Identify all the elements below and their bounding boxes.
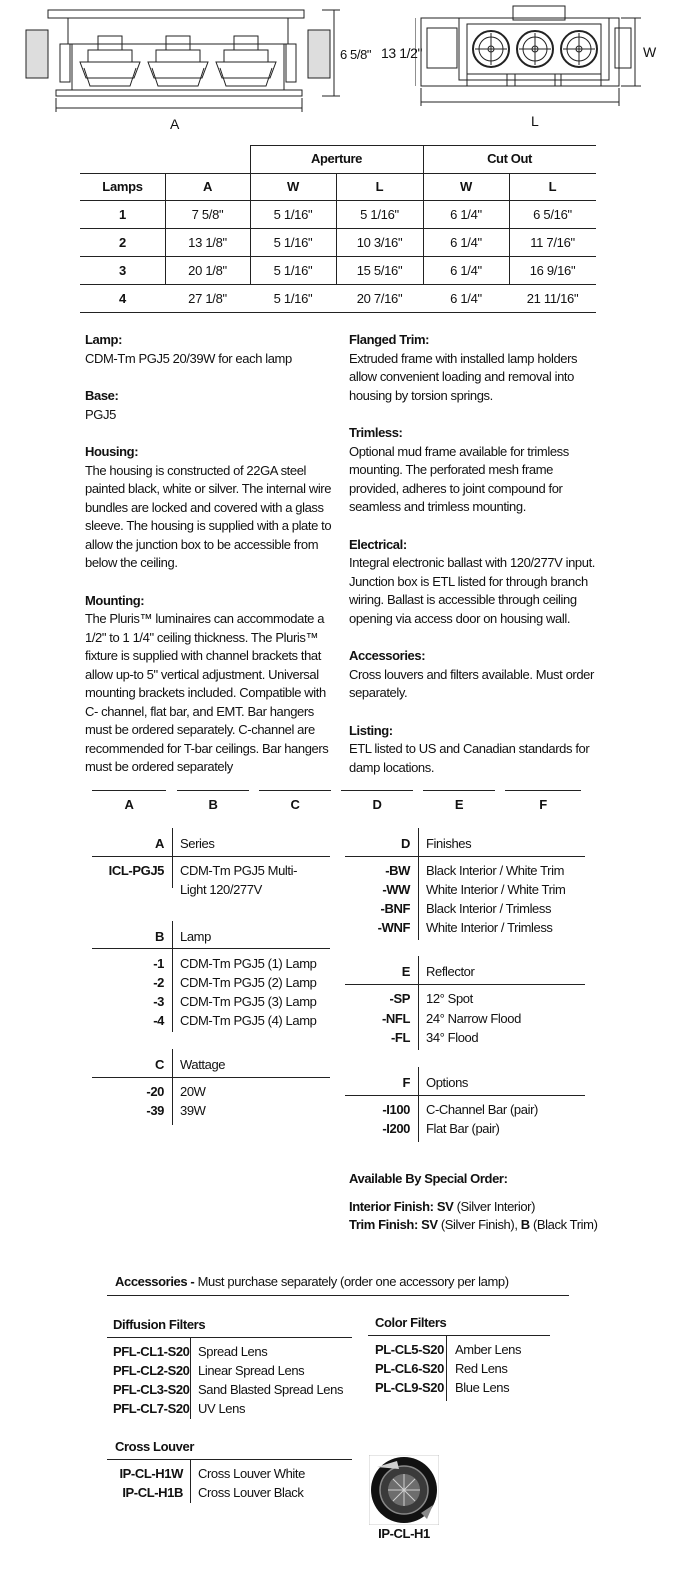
base-text: PGJ5 xyxy=(85,406,116,422)
flanged-trim-text: Extruded frame with installed lamp holders allow convenient loading and removal into housing by torsion springs. xyxy=(349,350,578,403)
dim-width-top-label: 13 1/2" xyxy=(381,45,423,61)
cell: 20 1/8" xyxy=(188,263,227,278)
order-col-d: D xyxy=(372,797,382,812)
housing-heading: Housing: xyxy=(85,444,139,459)
table-row xyxy=(80,201,596,229)
cell: 4 xyxy=(119,291,126,306)
lamp-title: Lamp xyxy=(180,929,211,944)
mounting-heading: Mounting: xyxy=(85,592,145,608)
dim-l-label: L xyxy=(531,113,539,129)
series-desc: CDM-Tm PGJ5 Multi-Light 120/277V xyxy=(180,863,298,897)
cell: 21 11/16" xyxy=(526,291,579,306)
cell: 5 1/16" xyxy=(273,263,313,278)
trim-finish-code-1: SV xyxy=(421,1217,438,1232)
diffusion-desc: Spread Lens xyxy=(198,1344,268,1359)
finishes-code: -BW xyxy=(385,863,410,878)
cell: 3 xyxy=(119,263,126,278)
table-row xyxy=(80,285,596,313)
order-col-c: C xyxy=(290,797,300,812)
table-row xyxy=(80,229,596,257)
cell: 20 7/16" xyxy=(356,291,403,306)
lamp-code: -1 xyxy=(153,956,164,971)
trimless-heading: Trimless: xyxy=(349,425,403,440)
reflector-desc: 24° Narrow Flood xyxy=(426,1011,521,1026)
color-desc: Red Lens xyxy=(455,1361,508,1376)
specs-right-column xyxy=(349,331,599,777)
cell: 13 1/8" xyxy=(188,235,227,250)
lamp-code: -4 xyxy=(153,1013,164,1028)
side-elevation-drawing xyxy=(20,4,350,134)
series-letter: A xyxy=(155,836,164,851)
th-lamps: Lamps xyxy=(102,179,143,194)
wattage-desc: 20W xyxy=(180,1084,206,1099)
cell: 6 1/4" xyxy=(450,235,482,250)
cell: 5 1/16" xyxy=(273,291,313,306)
diffusion-desc: UV Lens xyxy=(198,1401,246,1416)
special-order-title: Available By Special Order: xyxy=(349,1171,508,1186)
wattage-title: Wattage xyxy=(180,1057,226,1072)
cell: 1 xyxy=(119,207,126,222)
accessories-note: Must purchase separately (order one accessory per lamp) xyxy=(197,1274,509,1289)
diffusion-code: PFL-CL2-S20 xyxy=(113,1363,190,1378)
interior-finish-desc: (Silver Interior) xyxy=(456,1198,536,1214)
color-code: PL-CL6-S20 xyxy=(375,1361,444,1376)
reflector-title: Reflector xyxy=(426,964,475,979)
diffusion-desc: Linear Spread Lens xyxy=(198,1363,305,1378)
options-code: -I200 xyxy=(382,1121,410,1136)
cell: 5 1/16" xyxy=(273,235,313,250)
accessories-heading: Accessories: xyxy=(349,648,426,663)
louver-photo-caption: IP-CL-H1 xyxy=(378,1526,430,1541)
flanged-trim-heading: Flanged Trim: xyxy=(349,332,430,347)
diffusion-code: PFL-CL7-S20 xyxy=(113,1401,190,1416)
reflector-letter: E xyxy=(401,964,410,979)
finishes-desc: White Interior / White Trim xyxy=(426,882,566,897)
finishes-title: Finishes xyxy=(426,836,472,851)
cell: 5 1/16" xyxy=(273,207,313,222)
options-title: Options xyxy=(426,1075,469,1090)
options-desc: C-Channel Bar (pair) xyxy=(426,1102,538,1117)
options-letter: F xyxy=(402,1075,410,1090)
mounting-text: The Pluris™ luminaires can accommodate a 1/2" to 1 1/4" ceiling thickness. The Pluris™ fixture is supplied with channel brackets that allow up-to 5" vertical adjustment. Universal mounting brackets included. Compatible with C- channel, flat bar, and EMT. Bar hangers must be ordered separately. C-channel are recommended for T-bar ceilings. Bar hangers must be ordered separately xyxy=(85,611,329,774)
order-col-b: B xyxy=(208,797,218,812)
cell: 27 1/8" xyxy=(188,291,227,306)
lamp-letter: B xyxy=(155,929,164,944)
cell: 6 1/4" xyxy=(450,291,482,306)
finishes-desc: White Interior / Trimless xyxy=(426,920,553,935)
cell: 10 3/16" xyxy=(356,235,403,250)
lamp-code: -2 xyxy=(153,975,164,990)
dim-a-label: A xyxy=(170,116,179,132)
th-aperture-l: L xyxy=(375,179,384,194)
lamp-text: CDM-Tm PGJ5 20/39W for each lamp xyxy=(85,350,292,366)
interior-finish-code: SV xyxy=(436,1198,454,1214)
dim-height-label: 6 5/8" xyxy=(340,47,372,62)
trim-finish-code-2: B xyxy=(520,1217,530,1232)
color-code: PL-CL9-S20 xyxy=(375,1380,444,1395)
lamp-desc: CDM-Tm PGJ5 (4) Lamp xyxy=(180,1013,317,1028)
finishes-code: -BNF xyxy=(380,901,410,916)
aperture-group-header: Aperture xyxy=(311,151,362,166)
lamp-desc: CDM-Tm PGJ5 (2) Lamp xyxy=(180,975,317,990)
order-col-a: A xyxy=(124,797,134,812)
housing-text: The housing is constructed of 22GA steel painted black, white or silver. The internal wire bundles are locked and covered with a glass sleeve. The housing is supplied with a plate to allow the junction box to be accessible from below the ceiling. xyxy=(85,462,332,570)
louver-desc: Cross Louver Black xyxy=(198,1485,304,1500)
color-title: Color Filters xyxy=(375,1315,447,1330)
th-aperture-w: W xyxy=(287,179,299,194)
reflector-code: -SP xyxy=(389,991,410,1006)
louver-desc: Cross Louver White xyxy=(198,1466,305,1481)
base-heading: Base: xyxy=(85,388,119,403)
wattage-code: -20 xyxy=(146,1084,164,1099)
diffusion-code: PFL-CL3-S20 xyxy=(113,1382,190,1397)
special-order xyxy=(349,1170,649,1235)
diffusion-title: Diffusion Filters xyxy=(113,1317,206,1332)
accessories-text: Cross louvers and filters available. Must order separately. xyxy=(349,666,594,700)
finishes-code: -WNF xyxy=(377,920,410,935)
wattage-desc: 39W xyxy=(180,1103,206,1118)
accessories-label: Accessories - xyxy=(115,1274,195,1289)
lamp-heading: Lamp: xyxy=(85,332,123,347)
options-code: -I100 xyxy=(382,1102,410,1117)
color-desc: Amber Lens xyxy=(455,1342,522,1357)
electrical-heading: Electrical: xyxy=(349,536,407,552)
louver-title: Cross Louver xyxy=(115,1439,195,1454)
diffusion-code: PFL-CL1-S20 xyxy=(113,1344,190,1359)
cell: 7 5/8" xyxy=(191,207,224,222)
cell: 6 1/4" xyxy=(450,207,482,222)
cutout-group-header: Cut Out xyxy=(487,151,532,166)
cell: 6 1/4" xyxy=(450,263,482,278)
electrical-text: Integral electronic ballast with 120/277V input. Junction box is ETL listed for through branch wiring. Ballast is accessible through ceiling opening via access door on housing wall. xyxy=(349,555,596,626)
wattage-code: -39 xyxy=(146,1103,164,1118)
color-desc: Blue Lens xyxy=(455,1380,510,1395)
series-code: ICL-PGJ5 xyxy=(108,863,164,878)
plan-view-drawing xyxy=(415,2,645,117)
cell: 2 xyxy=(119,235,126,250)
cell: 5 1/16" xyxy=(360,207,399,222)
wattage-letter: C xyxy=(155,1057,164,1072)
series-title: Series xyxy=(180,836,215,851)
dim-w-label: W xyxy=(643,44,656,60)
listing-text: ETL listed to US and Canadian standards for damp locations. xyxy=(349,741,590,775)
lamp-desc: CDM-Tm PGJ5 (3) Lamp xyxy=(180,994,317,1009)
th-cutout-w: W xyxy=(460,179,472,194)
cell: 6 5/16" xyxy=(533,207,572,222)
finishes-desc: Black Interior / White Trim xyxy=(426,863,565,878)
trim-finish-desc-2: (Black Trim) xyxy=(532,1217,598,1232)
reflector-desc: 34° Flood xyxy=(426,1030,479,1045)
th-a: A xyxy=(202,179,213,194)
order-col-f: F xyxy=(539,797,547,812)
cross-louver-photo xyxy=(369,1455,439,1525)
interior-finish-label: Interior Finish: xyxy=(349,1198,434,1214)
color-code: PL-CL5-S20 xyxy=(375,1342,444,1357)
trimless-text: Optional mud frame available for trimless mounting. The perforated mesh frame provided, adheres to joint compound for seamless and trimless mounting. xyxy=(349,443,569,514)
reflector-code: -FL xyxy=(390,1030,410,1045)
reflector-desc: 12° Spot xyxy=(426,991,473,1006)
cell: 11 7/16" xyxy=(530,235,575,250)
cell: 16 9/16" xyxy=(529,263,576,278)
lamp-desc: CDM-Tm PGJ5 (1) Lamp xyxy=(180,956,317,971)
trim-finish-desc-1: (Silver Finish), xyxy=(440,1217,518,1232)
options-desc: Flat Bar (pair) xyxy=(426,1121,500,1136)
finishes-desc: Black Interior / Trimless xyxy=(426,901,552,916)
order-col-e: E xyxy=(454,797,464,812)
th-cutout-l: L xyxy=(548,179,557,194)
diffusion-desc: Sand Blasted Spread Lens xyxy=(198,1382,344,1397)
lamp-code: -3 xyxy=(153,994,164,1009)
table-row xyxy=(80,257,596,285)
louver-code: IP-CL-H1B xyxy=(122,1485,183,1500)
reflector-code: -NFL xyxy=(382,1011,410,1026)
cell: 15 5/16" xyxy=(356,263,403,278)
specs-left-column xyxy=(85,331,335,777)
louver-code: IP-CL-H1W xyxy=(119,1466,183,1481)
finishes-code: -WW xyxy=(382,882,410,897)
accessories-title xyxy=(115,1273,575,1292)
finishes-letter: D xyxy=(401,836,410,851)
listing-heading: Listing: xyxy=(349,722,393,738)
trim-finish-label: Trim Finish: xyxy=(349,1217,418,1232)
